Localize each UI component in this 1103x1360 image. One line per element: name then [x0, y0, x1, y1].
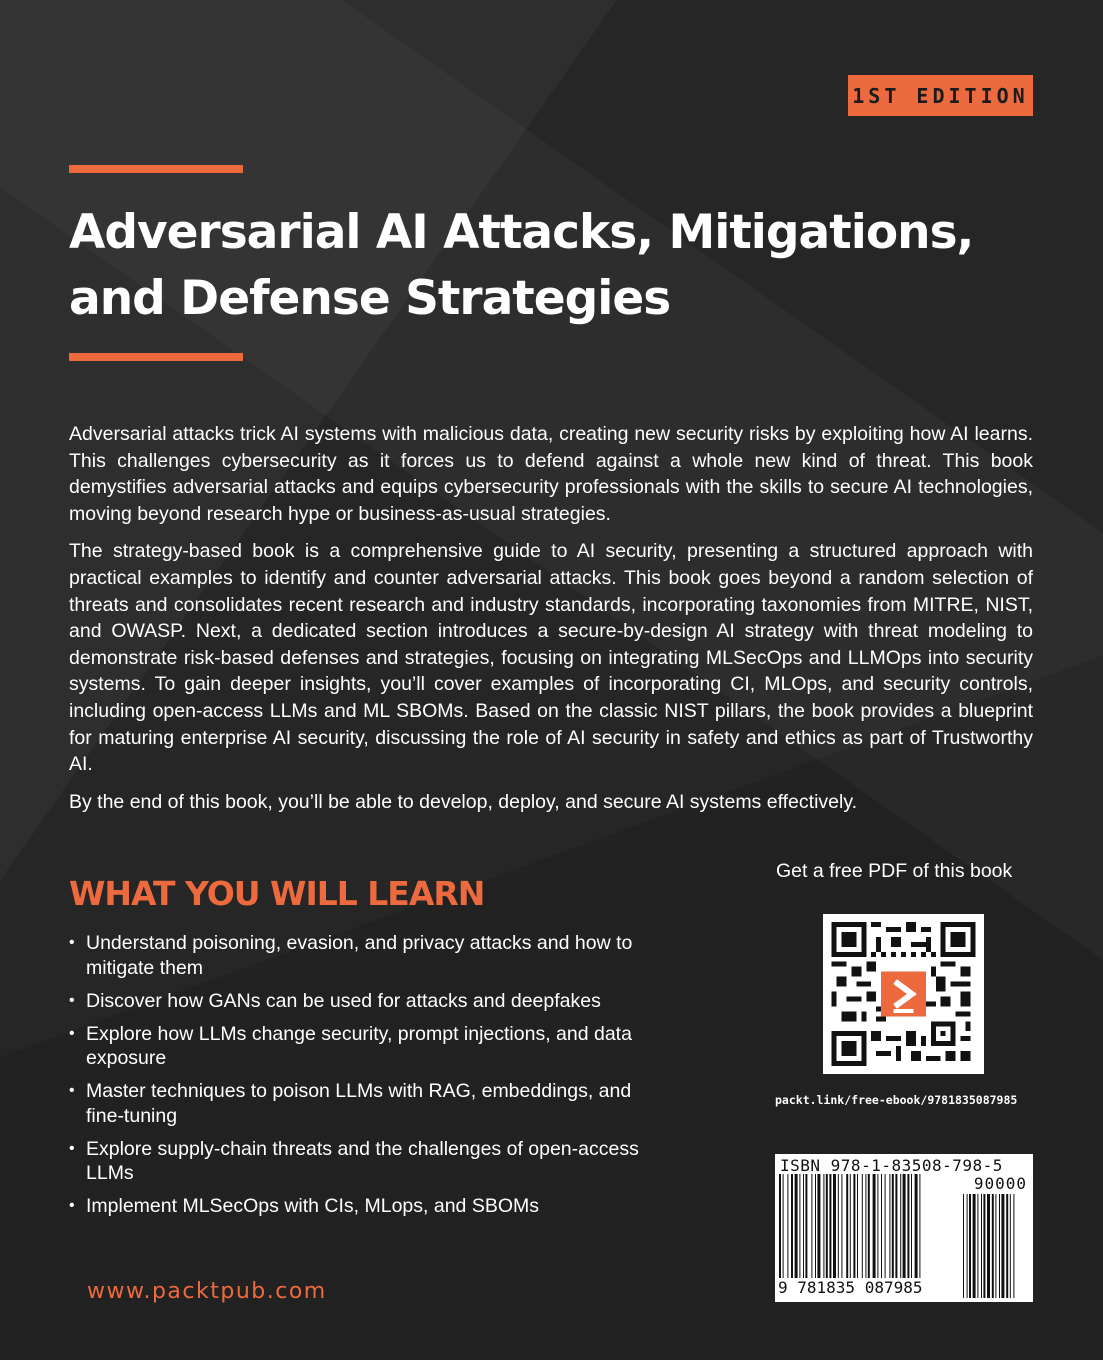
barcode-bar: [900, 1174, 901, 1282]
barcode-bar: [862, 1174, 863, 1282]
learn-item: [69, 989, 649, 1014]
barcode-bar: [919, 1174, 920, 1282]
edition-badge: 1ST EDITION: [848, 75, 1033, 116]
bullet-icon: •: [69, 991, 75, 1009]
barcode-bar: [833, 1174, 836, 1282]
free-pdf-qr-code[interactable]: [823, 914, 984, 1074]
learn-item-text: Explore how LLMs change security, prompt injections, and data exposure: [86, 1022, 632, 1069]
barcode-bar: [885, 1174, 886, 1282]
isbn-barcode: [775, 1154, 1033, 1302]
barcode-bar: [911, 1174, 912, 1282]
barcode-bar: [895, 1174, 897, 1282]
barcode-bar: [981, 1194, 982, 1298]
title-rule-top: [69, 165, 243, 173]
barcode-bar: [783, 1174, 784, 1282]
barcode-bar: [903, 1174, 906, 1282]
description-paragraph-3: By the end of this book, you’ll be able to develop, deploy, and secure AI systems effectively.: [69, 790, 858, 813]
price-code: 90000: [973, 1174, 1027, 1193]
barcode-bar: [838, 1174, 839, 1282]
barcode-bar: [889, 1174, 890, 1282]
learn-item: [69, 1022, 649, 1071]
barcode-bar: [992, 1194, 994, 1298]
barcode-digits: 9 781835 087985: [778, 1278, 923, 1297]
barcode-bar: [803, 1174, 804, 1282]
bullet-icon: •: [69, 934, 75, 951]
free-pdf-label: Get a free PDF of this book: [776, 860, 1013, 882]
barcode-bar: [892, 1174, 894, 1282]
free-pdf-url[interactable]: packt.link/free-ebook/9781835087985: [775, 1093, 1018, 1107]
barcode-bar: [805, 1174, 807, 1282]
bullet-icon: •: [69, 1197, 75, 1214]
barcode-bar: [799, 1174, 800, 1282]
learn-item-text: Discover how GANs can be used for attacks and deepfakes: [86, 989, 601, 1012]
bullet-icon: •: [69, 1139, 75, 1157]
barcode-bar: [846, 1174, 848, 1282]
learn-heading: WHAT YOU WILL LEARN: [69, 874, 485, 913]
learn-item-text: Understand poisoning, evasion, and privacy attacks and how to mitigate them: [86, 932, 633, 979]
learn-item: [69, 1137, 649, 1186]
barcode-bar: [969, 1194, 971, 1298]
qr-code-icon: [831, 922, 976, 1066]
description-paragraph-1: Adversarial attacks trick AI systems with malicious data, creating new security risks by exploiting how AI learns. This challenges cybersecurity as it forces us to defend against a whole new kind of threat. This book demystifies adversarial attacks and equips cybersecurity professionals with the skills to secure AI technologies, moving beyond research hype or business-as-usual strategies.: [69, 423, 1033, 525]
barcode-bar: [907, 1174, 909, 1282]
learn-item-text: Master techniques to poison LLMs with RAG, embeddings, and fine-tuning: [86, 1080, 632, 1127]
learn-item: [69, 1194, 649, 1219]
barcode-bar: [826, 1174, 828, 1282]
bullet-icon: •: [69, 1082, 75, 1099]
isbn-text: ISBN 978-1-83508-798-5: [780, 1156, 1003, 1175]
learn-item-text: Explore supply-chain threats and the challenges of open-access LLMs: [86, 1137, 639, 1184]
barcode-bar: [1013, 1194, 1014, 1298]
learn-item: [69, 931, 649, 980]
publisher-website[interactable]: www.packtpub.com: [87, 1279, 327, 1304]
learn-item: [69, 1079, 649, 1128]
barcode-bar: [1010, 1194, 1011, 1298]
barcode-bar: [868, 1174, 870, 1282]
learn-list: [69, 931, 649, 1227]
barcode-bar: [963, 1194, 964, 1298]
barcode-bar: [853, 1174, 855, 1282]
barcode-bar: [850, 1174, 851, 1282]
barcode-bar: [857, 1174, 858, 1282]
barcode-bar: [1006, 1194, 1008, 1298]
barcode-bar: [977, 1194, 978, 1298]
barcode-bar: [811, 1174, 812, 1282]
description-paragraph-2: The strategy-based book is a comprehensive guide to AI security, presenting a structured approach with practical examples to identify and counter adversarial attacks. This book goes beyond a random selection of threats and consolidates recent research and industry standards, incorporating taxonomies from MITRE, NIST, and OWASP. Next, a dedicated section introduces a secure-by-design AI strategy with threat modeling to demonstrate risk-based defenses and strategies, focusing on integrating MLSecOps and LLMOps into security systems. To gain deeper insights, you’ll cover examples of incorporating CI, MLOps, and security controls, including open-access LLMs and ML SBOMs. Based on the classic NIST pillars, the book provides a blueprint for maturing enterprise AI security, discussing the role of AI security in safety and ethics as part of Trustworthy AI.: [69, 540, 1033, 776]
barcode-bar: [791, 1174, 793, 1282]
book-description: [69, 421, 1033, 826]
barcode-bar: [973, 1194, 976, 1298]
book-title: [69, 200, 1029, 332]
barcode-bar: [915, 1174, 918, 1282]
barcode-bar: [779, 1174, 781, 1282]
barcode-bar: [795, 1174, 798, 1282]
barcode-bar: [865, 1174, 866, 1282]
barcode-bar: [823, 1174, 824, 1282]
barcode-bar: [829, 1174, 831, 1282]
bullet-icon: •: [69, 1024, 75, 1042]
barcode-bar: [967, 1194, 968, 1298]
learn-item-text: Implement MLSecOps with CIs, MLops, and SBOMs: [86, 1195, 539, 1217]
barcode-bar: [987, 1194, 990, 1298]
barcode-bar: [999, 1194, 1000, 1298]
barcode-bar: [787, 1174, 788, 1282]
barcode-bar: [877, 1174, 878, 1282]
barcode-bar: [881, 1174, 882, 1282]
barcode-bar: [873, 1174, 876, 1282]
barcode-bar: [817, 1174, 820, 1282]
barcode-bar: [983, 1194, 985, 1298]
barcode-bar: [815, 1174, 816, 1282]
book-title-line-1: Adversarial AI Attacks, Mitigations,: [69, 205, 974, 260]
barcode-bar: [1001, 1194, 1004, 1298]
barcode-bar: [995, 1194, 996, 1298]
barcode-bar: [841, 1174, 842, 1282]
title-rule-bottom: [69, 353, 243, 361]
book-title-line-2: and Defense Strategies: [69, 271, 671, 326]
